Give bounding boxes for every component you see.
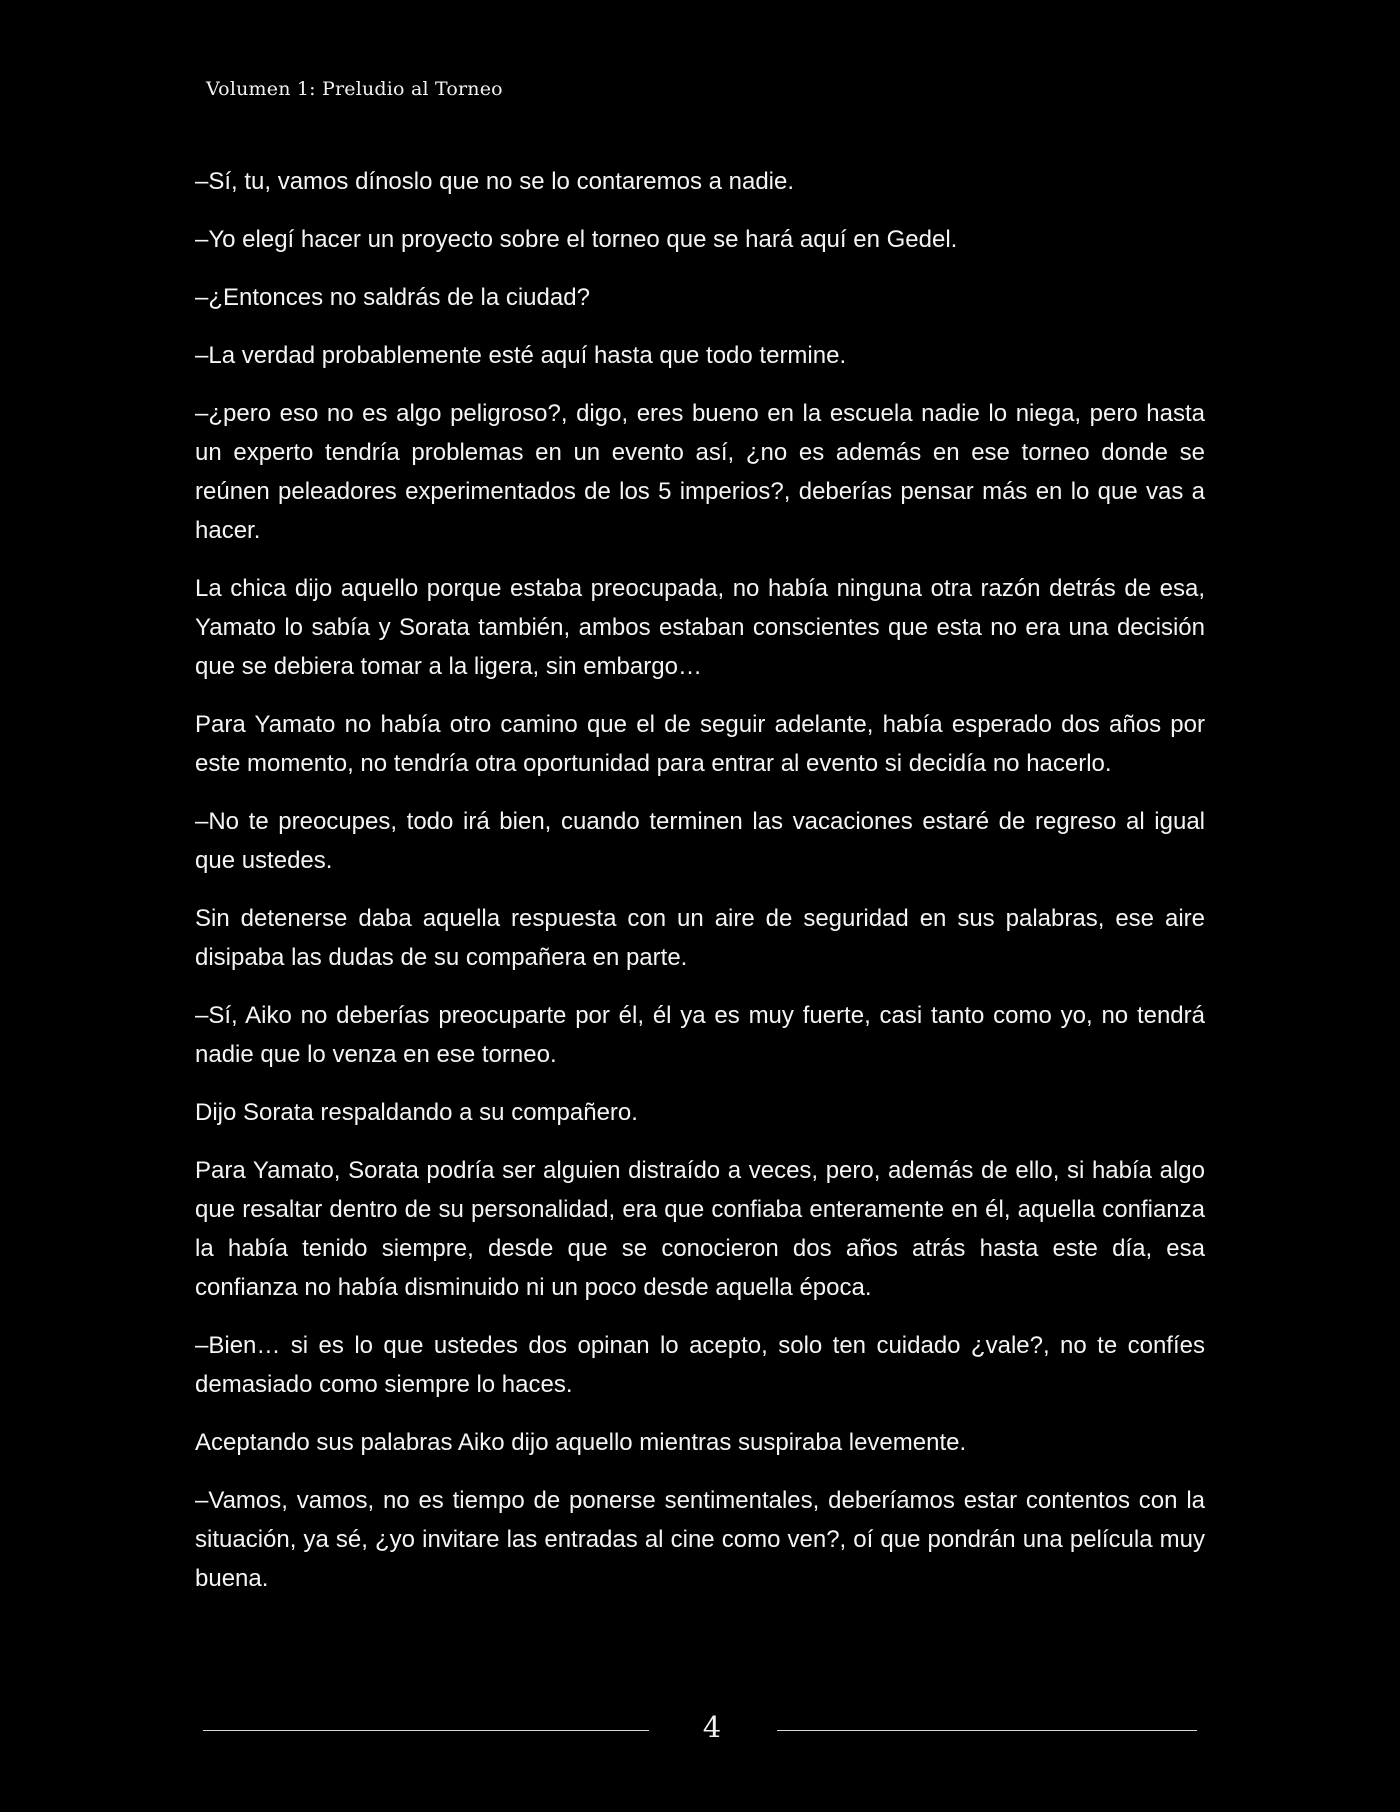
page-body: [195, 162, 1205, 1598]
paragraph: –La verdad probablemente esté aquí hasta que todo termine.: [195, 342, 847, 369]
paragraph: Para Yamato, Sorata podría ser alguien distraído a veces, pero, además de ello, si había algo que resaltar dentro de su personalidad, era que confiaba enteramente en él, aquella confianza la había tenido siempre, desde que se conocieron dos años atrás hasta este día, esa confianza no había disminuido ni un poco desde aquella época.: [195, 1157, 1205, 1301]
paragraph: –Yo elegí hacer un proyecto sobre el torneo que se hará aquí en Gedel.: [195, 226, 958, 253]
paragraph: Aceptando sus palabras Aiko dijo aquello mientras suspiraba levemente.: [195, 1429, 967, 1456]
paragraph: La chica dijo aquello porque estaba preocupada, no había ninguna otra razón detrás de esa, Yamato lo sabía y Sorata también, ambos estaban conscientes que esta no era una decisión que se debiera tomar a la ligera, sin embargo…: [195, 575, 1205, 680]
paragraph: –¿pero eso no es algo peligroso?, digo, eres bueno en la escuela nadie lo niega, pero hasta un experto tendría problemas en un evento así, ¿no es además en ese torneo donde se reúnen peleadores experimentados de los 5 imperios?, deberías pensar más en lo que vas a hacer.: [195, 400, 1205, 544]
paragraph: Sin detenerse daba aquella respuesta con un aire de seguridad en sus palabras, ese aire disipaba las dudas de su compañera en parte.: [195, 905, 1205, 971]
paragraph: Para Yamato no había otro camino que el de seguir adelante, había esperado dos años por este momento, no tendría otra oportunidad para entrar al evento si decidía no hacerlo.: [195, 711, 1205, 777]
paragraph: –Sí, tu, vamos dínoslo que no se lo contaremos a nadie.: [195, 168, 795, 195]
paragraph: –Bien… si es lo que ustedes dos opinan lo acepto, solo ten cuidado ¿vale?, no te confíes demasiado como siempre lo haces.: [195, 1332, 1205, 1398]
paragraph: Dijo Sorata respaldando a su compañero.: [195, 1099, 638, 1126]
running-header: Volumen 1: Preludio al Torneo: [206, 78, 503, 100]
paragraph: –Sí, Aiko no deberías preocuparte por él, él ya es muy fuerte, casi tanto como yo, no tendrá nadie que lo venza en ese torneo.: [195, 1002, 1205, 1068]
paragraph: –Vamos, vamos, no es tiempo de ponerse sentimentales, deberíamos estar contentos con la situación, ya sé, ¿yo invitare las entradas al cine como ven?, oí que pondrán una película muy buena.: [195, 1487, 1205, 1592]
page-footer: [0, 1680, 1400, 1780]
footer-rule-left: [203, 1730, 649, 1731]
footer-rule-right: [777, 1730, 1197, 1731]
page-number: 4: [702, 1710, 722, 1744]
paragraph: –¿Entonces no saldrás de la ciudad?: [195, 284, 590, 311]
paragraph: –No te preocupes, todo irá bien, cuando terminen las vacaciones estaré de regreso al igual que ustedes.: [195, 808, 1205, 874]
